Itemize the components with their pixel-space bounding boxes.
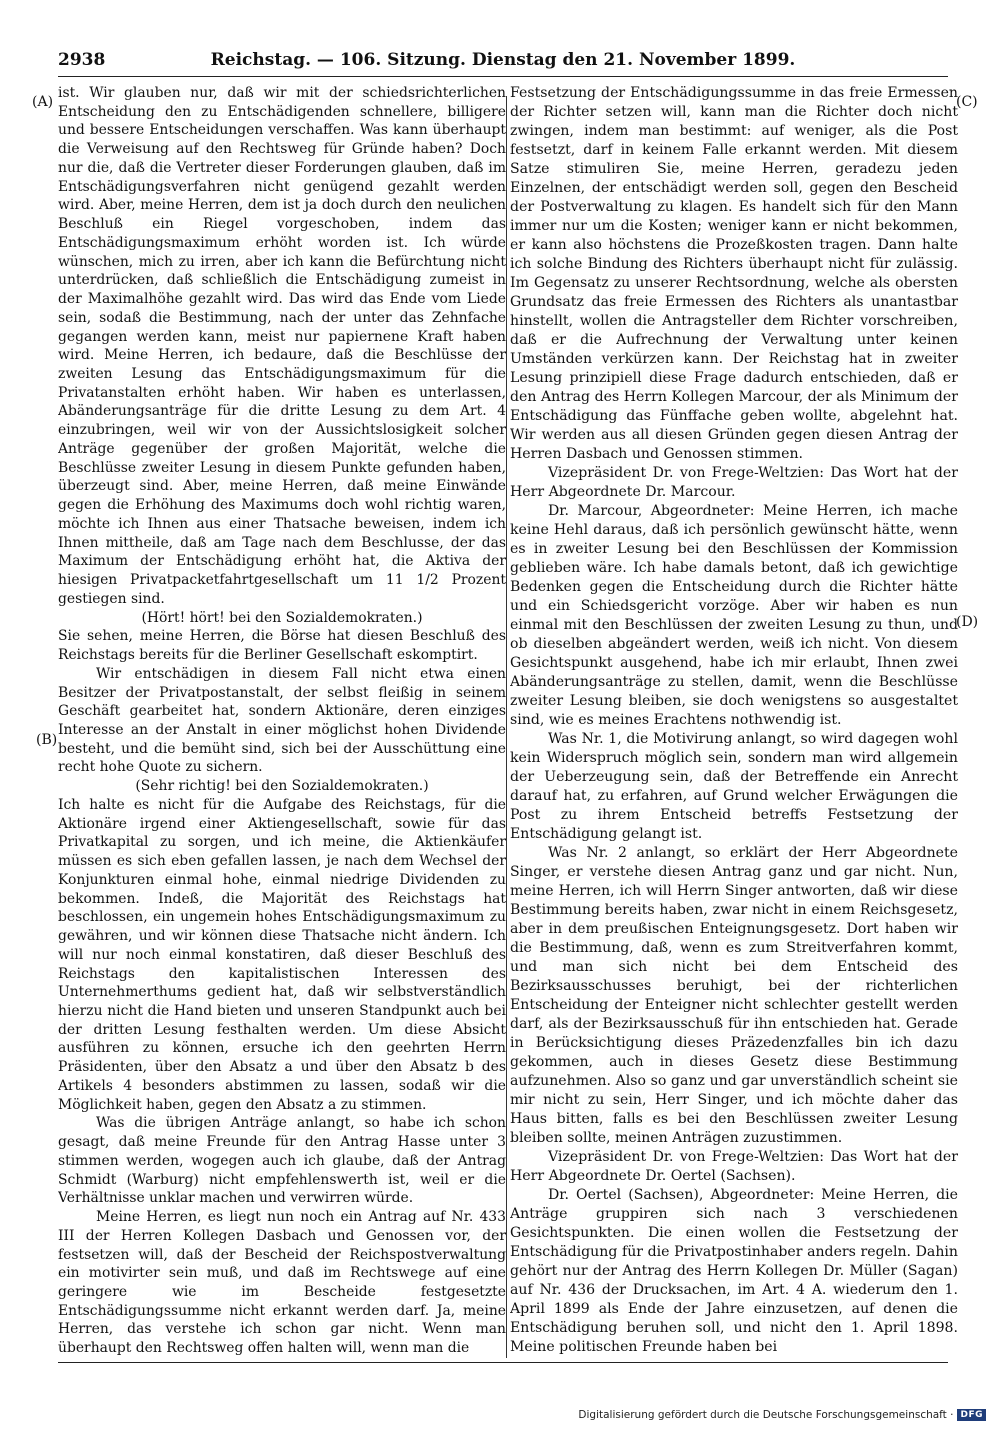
left-column — [58, 84, 506, 1360]
margin-marker-b: (B) — [36, 732, 58, 748]
right-column — [510, 84, 958, 1360]
bottom-rule — [58, 1362, 948, 1363]
page-number: 2938 — [58, 50, 106, 70]
paragraph: Sie sehen, meine Herren, die Börse hat diesen Beschluß des Reichstags bereits für die Berliner Gesellschaft eskomptirt. — [58, 628, 506, 664]
dfg-logo-icon: DFG — [957, 1409, 986, 1421]
paragraph: Ich halte es nicht für die Aufgabe des Reichstags, für die Aktionäre irgend einer Aktiengesellschaft, sowie für das Privatkapital zu sorgen, und ich meine, die Aktienkäufer müssen es sich eben gefallen lassen, je nach dem Wechsel der Konjunkturen einmal hohe, einmal niedrige Dividenden zu bekommen. Indeß, die Majorität des Reichstags hat beschlossen, ein ungemein hohes Entschädigungsmaximum zu gewähren, und wir können diese Thatsache nicht ändern. Ich will nur noch einmal konstatiren, daß dieser Beschluß des Reichstags den kapitalistischen Interessen des Unternehmerthums gedient hat, daß wir selbstverständlich hierzu nicht die Hand bieten und unseren Standpunkt auch bei der dritten Lesung festhalten werden. Um diese Absicht ausführen zu können, ersuche ich den geehrten Herrn Präsidenten, über den Absatz a und über den Absatz b des Artikels 4 besonders abstimmen zu lassen, sodaß wir die Möglichkeit haben, gegen den Absatz a zu stimmen. — [58, 796, 506, 1113]
paragraph: Dr. Marcour, Abgeordneter: Meine Herren, ich mache keine Hehl daraus, daß ich persönlich gewünscht hätte, wenn es in zweiter Lesung bei den Beschlüssen der Kommission geblieben wäre. Ich habe damals betont, daß ich gewichtige Bedenken gegen die Entscheidung durch die Richter hätte und ein Schiedsgericht vorzöge. Aber wir haben es nun einmal mit den Beschlüssen der zweiten Lesung zu thun, und ob dieselben abgeändert werden, weiß ich nicht. Von diesem Gesichtspunkt ausgehend, habe ich mir erlaubt, Ihnen zwei Abänderungsanträge zu stellen, damit, wenn die Beschlüsse zweiter Lesung bleiben, sie doch wenigstens so ausgestaltet sind, wie es meines Erachtens nothwendig ist. — [510, 503, 958, 728]
paragraph: Was die übrigen Anträge anlangt, so habe ich schon gesagt, daß meine Freunde für den Antrag Hasse unter 3 stimmen werden, wogegen auch ich glaube, daß der Antrag Schmidt (Warburg) nicht empfehlenswerth ist, weil er die Verhältnisse unklar machen und verwirren würde. — [58, 1115, 506, 1207]
page-header — [58, 44, 948, 74]
running-head: Reichstag. — 106. Sitzung. Dienstag den 21. November 1899. — [210, 50, 796, 70]
footer — [578, 1409, 986, 1421]
paragraph: Dr. Oertel (Sachsen), Abgeordneter: Meine Herren, die Anträge gruppiren sich nach 3 verschiedenen Gesichtspunkten. Die einen wollen die Festsetzung der Entschädigung für die Privatpostinhaber anders regeln. Dahin gehört nur der Antrag des Herrn Kollegen Dr. Müller (Sagan) auf Nr. 436 der Drucksachen, im Art. 4 A. wiederum den 1. April 1899 als Ende der Jahre einzusetzen, auf denen die Entschädigung beruhen soll, und nicht den 1. April 1898. Meine politischen Freunde haben bei — [510, 1187, 958, 1355]
paragraph: Wir entschädigen in diesem Fall nicht etwa einen Besitzer der Privatpostanstalt, der selbst fleißig in seinem Geschäft gearbeitet hat, sondern Aktionäre, deren einziges Interesse an der Anstalt in einer möglichst hohen Dividende besteht, und die bemüht sind, sich bei der Ausschüttung eine recht hohe Quote zu sichern. — [58, 665, 506, 776]
paragraph: Was Nr. 2 anlangt, so erklärt der Herr Abgeordnete Singer, er verstehe diesen Antrag ganz und gar nicht. Nun, meine Herren, ich will Herrn Singer antworten, daß wir diese Bestimmung bereits haben, zwar nicht in einem Reichsgesetz, aber in dem preußischen Enteignungsgesetz. Dort haben wir die Bestimmung, daß, wenn es zum Streitverfahren kommt, und man sich nicht bei dem Entscheid des Bezirksausschusses beruhigt, bei der richterlichen Entscheidung der Enteigner nicht schlechter gestellt werden darf, als der Bezirksausschuß für ihn entschieden hat. Gerade in Berücksichtigung dieses Präzedenzfalles bin ich dazu gekommen, auch in dieses Gesetz diese Bestimmung aufzunehmen. Also so ganz und gar unverständlich scheint sie mir nicht zu sein, Herr Singer, und ich möchte daher das Haus bitten, falls es bei den Beschlüssen zweiter Lesung bleiben sollte, meinen Anträgen zuzustimmen. — [510, 845, 958, 1146]
footer-credit: Digitalisierung gefördert durch die Deutsche Forschungsgemeinschaft · — [578, 1409, 954, 1421]
paragraph: (Sehr richtig! bei den Sozialdemokraten.) — [135, 778, 429, 795]
margin-marker-a: (A) — [32, 94, 54, 110]
paragraph: Meine Herren, es liegt nun noch ein Antrag auf Nr. 433 III der Herren Kollegen Dasbach und Genossen vor, der festsetzen will, daß der Bescheid der Reichspostverwaltung ein motivirter sein muß, und daß im Rechtswege auf eine geringere wie im Bescheide festgesetzte Entschädigungssumme nicht erkannt werden darf. Ja, meine Herren, das verstehe ich schon gar nicht. Wenn man überhaupt den Rechtsweg offen halten will, wenn man die — [58, 1209, 506, 1357]
paragraph: (Hört! hört! bei den Sozialdemokraten.) — [141, 609, 423, 626]
header-rule — [58, 76, 948, 77]
paragraph: Festsetzung der Entschädigungssumme in das freie Ermessen der Richter setzen will, kann man die Richter doch nicht zwingen, indem man bestimmt: auf weniger, als die Post festsetzt, darf in keinem Falle erkannt werden. Mit diesem Satze stimuliren Sie, meine Herren, geradezu jeden Einzelnen, der entschädigt werden soll, gegen den Bescheid der Postverwaltung zu klagen. Es handelt sich für den Mann immer nur um die Kosten; weniger kann er nicht bekommen, er kann also höchstens die Prozeßkosten tragen. Dann halte ich solche Bindung des Richters überhaupt nicht für zulässig. Im Gegensatz zu unserer Rechtsordnung, welche als obersten Grundsatz das freie Ermessen des Richters als unantastbar hinstellt, wollen die Antragsteller dem Richter vorschreiben, daß er die Aufrechnung der Verwaltung unter keinen Umständen verkürzen kann. Der Reichstag hat in zweiter Lesung prinzipiell diese Frage dadurch entschieden, daß er den Antrag des Herrn Kollegen Marcour, der als Minimum der Entschädigung das Fünffache geben wollte, abgelehnt hat. Wir werden aus all diesen Gründen gegen diesen Antrag der Herren Dasbach und Genossen stimmen. — [510, 85, 958, 462]
margin-marker-d: (D) — [956, 614, 979, 630]
paragraph: Vizepräsident Dr. von Frege-Weltzien: Das Wort hat der Herr Abgeordnete Dr. Marcour. — [510, 465, 958, 500]
paragraph: ist. Wir glauben nur, daß wir mit der schiedsrichterlichen Entscheidung den zu Entschädigenden schnellere, billigere und bessere Entscheidungen verschaffen. Was kann überhaupt die Verweisung auf den Rechtsweg für Gründe haben? Doch nur die, daß die Vertreter dieser Forderungen glauben, daß im Entschädigungsverfahren nicht genügend gezahlt werden wird. Aber, meine Herren, dem ist ja doch durch den neulichen Beschluß ein Riegel vorgeschoben, indem das Entschädigungsmaximum erhöht worden ist. Ich würde wünschen, mich zu irren, aber ich kann die Befürchtung nicht unterdrücken, daß schließlich die Entschädigung zumeist in der Maximalhöhe gezahlt wird. Das wird das Ende vom Liede sein, sodaß die Bestimmung, nach der unter das Zehnfache gegangen werden kann, meist nur papiernene Kraft haben wird. Meine Herren, ich bedaure, daß die Beschlüsse der zweiten Lesung das Entschädigungsmaximum für die Privatanstalten erhöht haben. Wir haben es unterlassen, Abänderungsanträge für die dritte Lesung zu dem Art. 4 einzubringen, weil wir von der Aussichtslosigkeit solcher Anträge gegenüber der großen Majorität, welche die Beschlüsse zweiter Lesung in diesem Punkte gefunden haben, überzeugt sind. Aber, meine Herren, daß meine Einwände gegen die Erhöhung des Maximums doch wohl richtig waren, möchte ich Ihnen aus einer Thatsache beweisen, indem ich Ihnen mittheile, daß am Tage nach dem Beschlusse, der das Maximum der Entschädigung erhöht hat, die Aktiva der hiesigen Privatpacketfahrtgesellschaft um 11 1/2 Prozent gestiegen sind. — [58, 85, 506, 607]
column-divider — [506, 96, 507, 1358]
margin-marker-c: (C) — [956, 94, 978, 110]
paragraph: Vizepräsident Dr. von Frege-Weltzien: Das Wort hat der Herr Abgeordnete Dr. Oertel (Sachsen). — [510, 1149, 958, 1184]
paragraph: Was Nr. 1, die Motivirung anlangt, so wird dagegen wohl kein Widerspruch möglich sein, sondern man wird allgemein der Ueberzeugung sein, daß der Betreffende ein Anrecht darauf hat, zu erfahren, auf Grund welcher Erwägungen die Post zu ihrem Entscheid betreffs Festsetzung der Entschädigung gelangt ist. — [510, 731, 958, 842]
